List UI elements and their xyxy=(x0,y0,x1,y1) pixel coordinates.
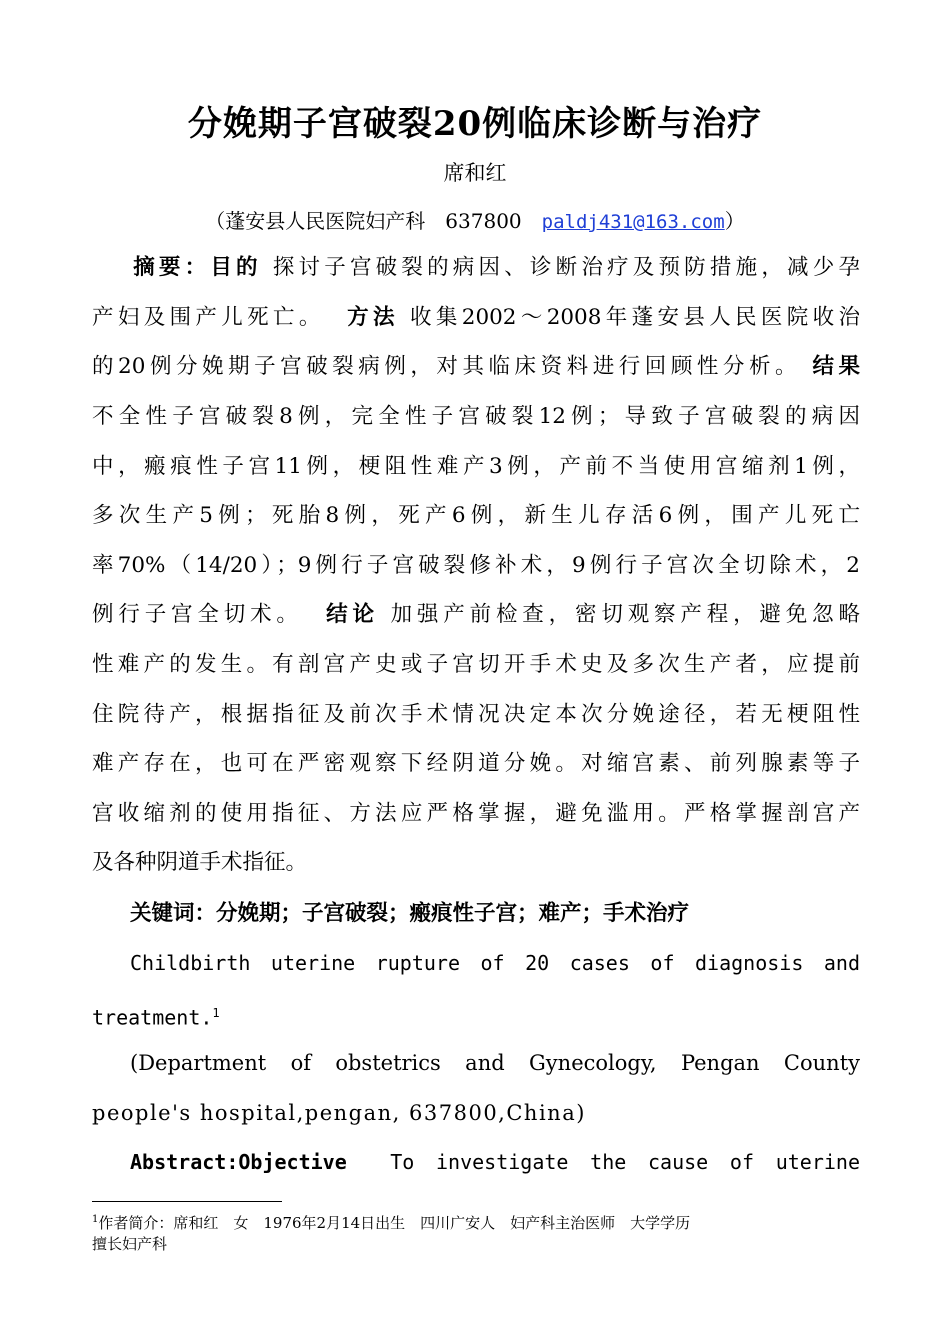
abstract-text: 例行子宫全切术。 xyxy=(92,602,303,627)
abstract-text: 探讨子宫破裂的病因、诊断治疗及预防措施，减少孕 xyxy=(272,255,860,280)
department-line-2: people's hospital,pengan, 637800,China) xyxy=(92,1101,586,1125)
english-title-line-2 xyxy=(92,998,860,1028)
abstract-line-6: 多次生产5例；死胎8例，死产6例，新生儿存活6例，围产儿死亡 xyxy=(92,503,860,528)
footnote-line-2: 擅长妇产科 xyxy=(92,1235,168,1253)
english-abstract-text: To investigate the cause of uterine xyxy=(390,1150,860,1174)
english-abstract-label: Abstract:Objective xyxy=(130,1150,347,1174)
method-label: 方法 xyxy=(347,305,399,330)
abstract-text: 的20例分娩期子宫破裂病例，对其临床资料进行回顾性分析。 xyxy=(92,354,802,379)
abstract-line-13: 及各种阴道手术指征。 xyxy=(92,850,308,875)
abstract-text: 产妇及围产儿死亡。 xyxy=(92,305,325,330)
abstract-line-3 xyxy=(92,352,860,382)
result-label: 结果 xyxy=(812,354,860,379)
email-link[interactable]: paldj431@163.com xyxy=(541,211,725,233)
abstract-line-5: 中，瘢痕性子宫11例，梗阻性难产3例，产前不当使用宫缩剂1例， xyxy=(92,454,860,479)
department-line-1: (Department of obstetrics and Gynecology, Pengan County xyxy=(130,1051,860,1075)
abstract-label: 摘要： xyxy=(129,255,211,280)
footnote-divider xyxy=(92,1201,282,1202)
affiliation-text: （蓬安县人民医院妇产科 637800 xyxy=(205,209,542,233)
page-title: 分娩期子宫破裂20例临床诊断与治疗 xyxy=(187,104,763,144)
footnote-line-1 xyxy=(92,1209,872,1234)
english-abstract-line xyxy=(130,1147,860,1177)
abstract-line-2 xyxy=(92,303,860,333)
abstract-text: 收集2002～2008年蓬安县人民医院收治 xyxy=(410,305,860,330)
conclusion-label: 结论 xyxy=(326,602,379,627)
abstract-line-8 xyxy=(92,600,860,630)
abstract-text: 加强产前检查，密切观察产程，避免忽略 xyxy=(390,602,860,627)
english-title-text: treatment. xyxy=(92,1005,213,1030)
footnote-ref: 1 xyxy=(212,1006,220,1020)
footnote-text: 作者简介：席和红 女 1976年2月14日出生 四川广安人 妇产科主治医师 大学学历 xyxy=(98,1214,691,1232)
abstract-line-1 xyxy=(92,253,860,283)
abstract-line-10: 住院待产，根据指征及前次手术情况决定本次分娩途径，若无梗阻性 xyxy=(92,702,860,727)
english-title-line-1: Childbirth uterine rupture of 20 cases of diagnosis and xyxy=(130,951,860,975)
abstract-line-12: 宫收缩剂的使用指征、方法应严格掌握，避免滥用。严格掌握剖宫产 xyxy=(92,801,860,826)
abstract-line-4: 不全性子宫破裂8例，完全性子宫破裂12例；导致子宫破裂的病因 xyxy=(92,404,860,429)
abstract-line-9: 性难产的发生。有剖宫产史或子宫切开手术史及多次生产者，应提前 xyxy=(92,652,860,677)
footnote-mark: 1 xyxy=(92,1214,99,1225)
author-name: 席和红 xyxy=(443,161,507,185)
objective-label: 目的 xyxy=(210,255,262,280)
affiliation xyxy=(0,205,950,234)
abstract-line-11: 难产存在，也可在严密观察下经阴道分娩。对缩宫素、前列腺素等子 xyxy=(92,751,860,776)
abstract-line-7: 率70%（14/20）；9例行子宫破裂修补术，9例行子宫次全切除术，2 xyxy=(92,553,860,578)
affiliation-close: ） xyxy=(724,209,745,233)
keywords: 关键词：分娩期；子宫破裂；瘢痕性子宫；难产；手术治疗 xyxy=(130,901,690,926)
